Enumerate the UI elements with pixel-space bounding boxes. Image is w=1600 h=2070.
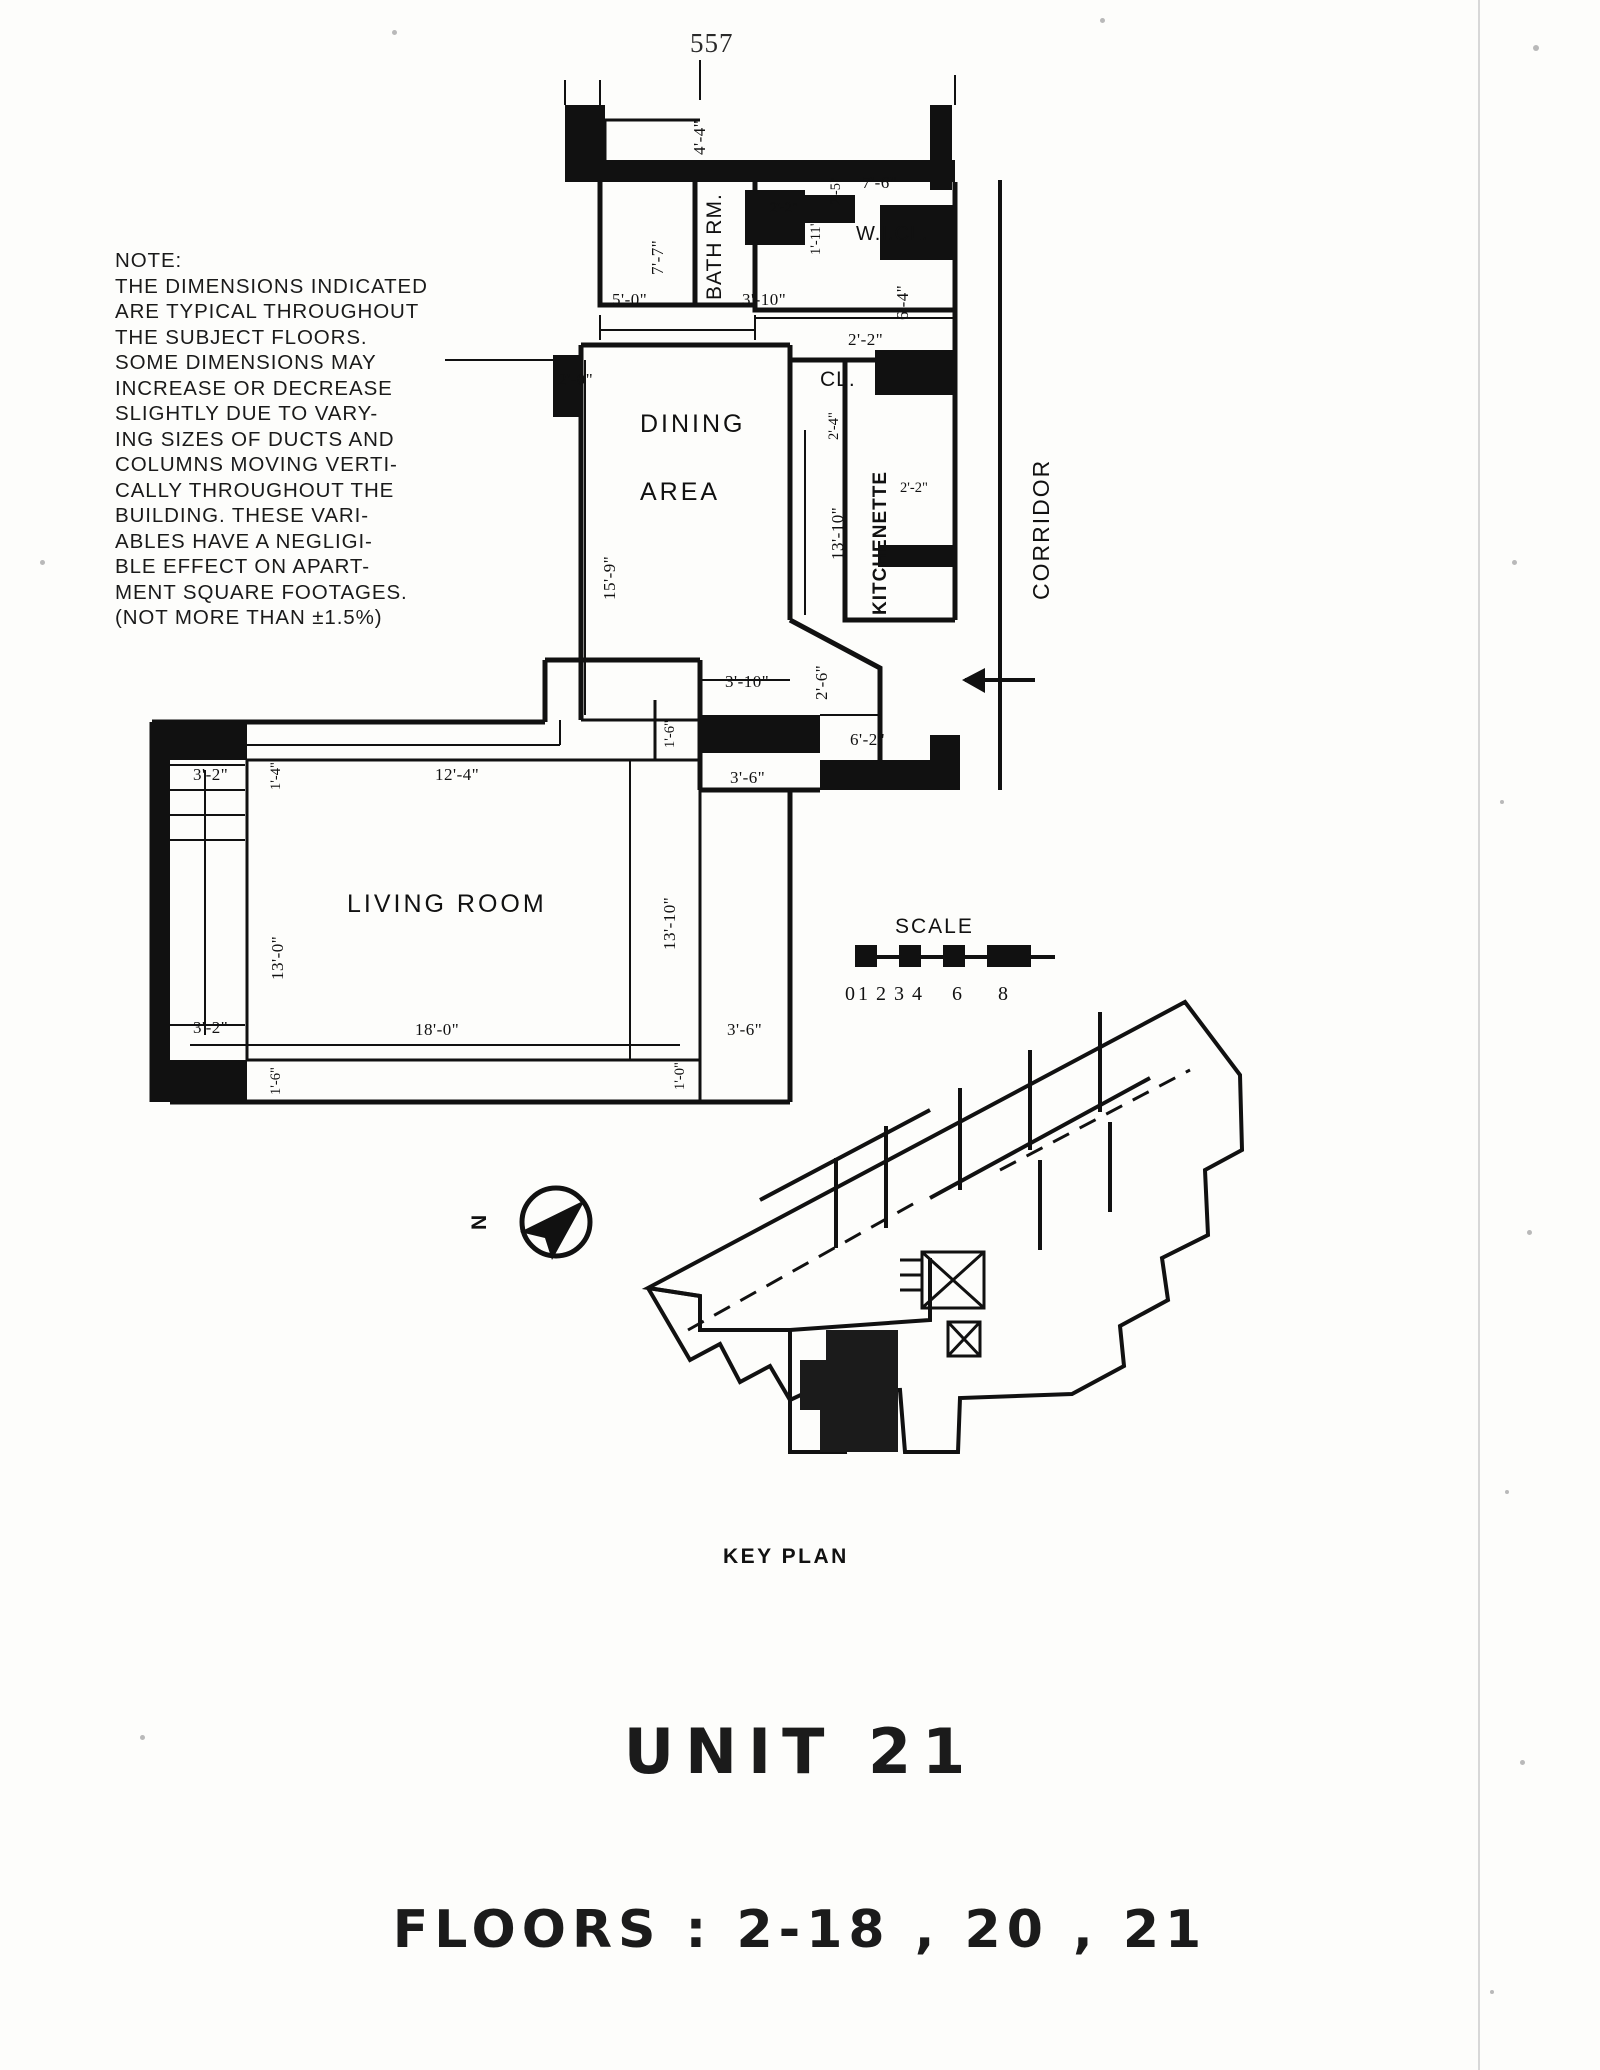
north-arrow-icon <box>520 1188 590 1260</box>
key-plan-highlight-unit <box>800 1330 898 1452</box>
dim-wic-width: 7'-6" <box>862 173 898 192</box>
scale-tick: 8 <box>998 983 1008 1005</box>
dim-bath-bottom: 5'-0" <box>612 290 648 309</box>
dim-bath-top: 4'-4" <box>690 119 709 155</box>
dim-lr-10: 1'-0" <box>672 1062 688 1090</box>
dim-lr-16: 1'-6" <box>268 1067 284 1095</box>
north-label: N <box>468 1214 491 1230</box>
page-title-unit: UNIT 21 <box>623 1715 977 1788</box>
note-heading: NOTE: <box>115 249 183 272</box>
scale-tick: 3 <box>894 983 904 1005</box>
note-line: BUILDING. THESE VARI- <box>115 504 369 527</box>
key-plan-label: KEY PLAN <box>723 1545 849 1568</box>
note-line: SOME DIMENSIONS MAY <box>115 351 377 374</box>
dim-lr-36b: 3'-6" <box>727 1020 763 1039</box>
scale-tick: 2 <box>876 983 886 1005</box>
scale-tick: 0 <box>845 983 855 1005</box>
wall-thin <box>247 120 700 1102</box>
note-line: ING SIZES OF DUCTS AND <box>115 427 395 451</box>
room-label-bath: BATH RM. <box>703 193 726 300</box>
dim-lr-right: 13'-10" <box>660 896 679 950</box>
scale-tick-labels <box>845 983 1008 1006</box>
note-line: MENT SQUARE FOOTAGES. <box>115 580 408 604</box>
dim-lr-bottom: 18'-0" <box>415 1020 460 1039</box>
room-label-kitchenette: KITCHENETTE <box>870 471 891 615</box>
dim-lr-col-c: 1'-4" <box>268 762 284 790</box>
scale-title: SCALE <box>895 915 974 938</box>
scale-tick: 6 <box>952 983 962 1005</box>
note-line: (NOT MORE THAN ±1.5%) <box>115 606 383 629</box>
dim-lr-col-b: 3'-2" <box>193 1018 229 1037</box>
dim-bath-left: 7'-7" <box>648 239 667 275</box>
scale-bar <box>855 945 1055 967</box>
dim-foyer-62: 6'-2" <box>850 730 886 749</box>
note-line: ABLES HAVE A NEGLIGI- <box>115 529 373 553</box>
note-line: ARE TYPICAL THROUGHOUT <box>115 300 420 323</box>
dim-kitchen-door: 2'-6" <box>812 664 831 700</box>
note-line: COLUMNS MOVING VERTI- <box>115 453 398 476</box>
page-number: 557 <box>690 28 734 58</box>
room-label-walk-in-closet: W.I.CL. <box>856 223 929 245</box>
scale-tick: 1 <box>858 983 868 1005</box>
note-line: SLIGHTLY DUE TO VARY- <box>115 402 379 425</box>
dim-bath-right: 3'-10" <box>742 290 787 309</box>
dim-wic-small-2: 2'-5" <box>828 177 844 205</box>
dim-closet-vert: 2'-4" <box>826 412 842 440</box>
dim-lr-col-a: 3'-2" <box>193 765 229 784</box>
room-label-closet: CL. <box>820 368 856 391</box>
dim-wic-small-3: 1'-11" <box>808 220 824 255</box>
dim-foyer-36a: 3'-6" <box>730 768 766 787</box>
key-plan-diagram <box>648 1002 1242 1452</box>
note-line: THE SUBJECT FLOORS. <box>115 325 368 349</box>
dim-kitchenette-width: 2'-2" <box>900 480 928 496</box>
room-label-corridor: CORRIDOR <box>1028 458 1054 600</box>
page-title-floors: FLOORS : 2-18 , 20 , 21 <box>392 1900 1208 1960</box>
dim-foyer-16: 1'-6" <box>662 720 678 748</box>
dim-dining-left: 15'-9" <box>600 555 619 600</box>
dim-wic-vert: 6'-4" <box>893 284 912 320</box>
dim-dining-right: 13'-10" <box>828 506 847 560</box>
room-label-dining-line2: AREA <box>640 478 721 506</box>
note-line: BLE EFFECT ON APART- <box>115 555 370 578</box>
note-line: THE DIMENSIONS INDICATED <box>115 274 428 298</box>
dim-corridor-small: 2'-2" <box>848 330 884 349</box>
dim-wic-small-1: 2'-2" <box>770 200 798 216</box>
room-label-dining-line1: DINING <box>640 410 746 438</box>
dim-lr-left: 13'-0" <box>268 935 287 980</box>
dim-entry-small: 2'-0" <box>558 370 594 389</box>
window-mullions <box>160 765 245 1025</box>
room-label-living-room: LIVING ROOM <box>347 890 547 918</box>
note-line: CALLY THROUGHOUT THE <box>115 478 395 502</box>
note-line: INCREASE OR DECREASE <box>115 376 393 400</box>
dim-foyer-310: 3'-10" <box>725 672 770 691</box>
scale-tick: 4 <box>912 983 922 1005</box>
dim-lr-top: 12'-4" <box>435 765 480 784</box>
